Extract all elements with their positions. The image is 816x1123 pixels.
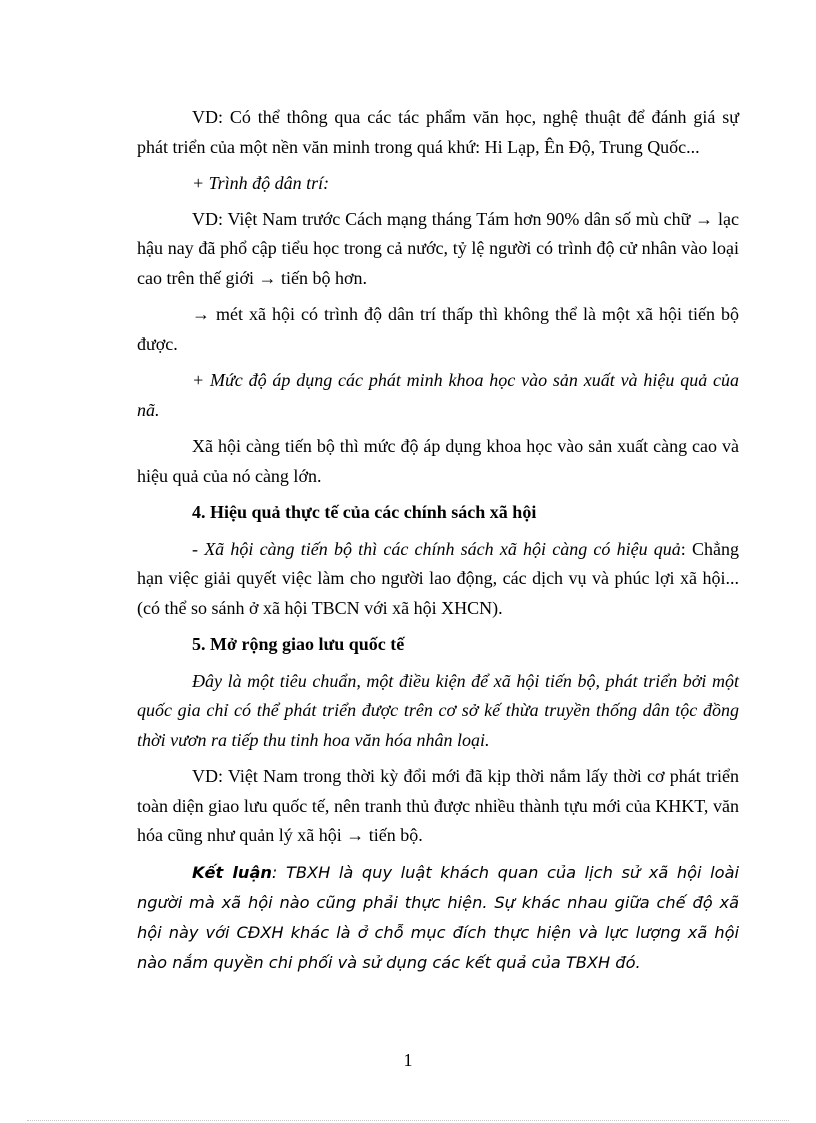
paragraph-example-vietnam-literacy: VD: Việt Nam trước Cách mạng tháng Tám hơn 90% dân số mù chữ → lạc hậu nay đã phổ cập tiểu học trong cả nước, tỷ lệ người có trình độ cử nhân vào loại cao trên thế giới → tiến bộ hơn.	[137, 208, 739, 288]
page-number: 1	[403, 1050, 413, 1070]
page-bottom-divider	[27, 1120, 789, 1121]
paragraph-science-progress: Xã hội càng tiến bộ thì mức độ áp dụng khoa học vào sản xuất càng cao và hiệu quả của nó càng lớn.	[137, 436, 739, 486]
paragraph-example-arts: VD: Có thể thông qua các tác phẩm văn học, nghệ thuật để đánh giá sự phát triển của một nền văn minh trong quá khứ: Hi Lạp, Ên Độ, Trung Quốc...	[137, 107, 739, 157]
conclusion-label: Kết luận	[192, 862, 272, 882]
paragraph-social-policy	[137, 535, 739, 624]
paragraph-education-level: + Trình độ dân trí:	[192, 173, 330, 193]
social-policy-rest: : Chẳng hạn việc giải quyết việc làm cho người lao động, các dịch vụ và phúc lợi xã hội... (có thể so sánh ở xã hội TBCN với xã hội XHCN).	[137, 538, 739, 618]
paragraph-literacy-conclusion: → mét xã hội có trình độ dân trí thấp thì không thể là một xã hội tiến bộ được.	[137, 304, 739, 354]
paragraph-conclusion	[137, 858, 739, 978]
paragraph-example-doi-moi: VD: Việt Nam trong thời kỳ đổi mới đã kịp thời nắm lấy thời cơ phát triển toàn diện giao lưu quốc tế, nên tranh thủ được nhiều thành tựu mới của KHKT, văn hóa cũng như quản lý xã hội → tiến bộ.	[137, 766, 739, 845]
paragraph-science-application: + Mức độ áp dụng các phát minh khoa học vào sản xuất và hiệu quả của nã.	[137, 370, 739, 420]
paragraph-international-exchange: Đây là một tiêu chuẩn, một điều kiện để xã hội tiến bộ, phát triển bởi một quốc gia chỉ có thể phát triển được trên cơ sở kế thừa truyền thống dân tộc đồng thời vươn ra tiếp thu tinh hoa văn hóa nhân loại.	[137, 670, 739, 750]
page-content	[137, 103, 739, 985]
section-heading-5: 5. Mở rộng giao lưu quốc tế	[192, 634, 405, 654]
social-policy-italic: - Xã hội càng tiến bộ thì các chính sách xã hội càng có hiệu quả	[192, 538, 681, 559]
conclusion-text: : TBXH là quy luật khách quan của lịch sử xã hội loài người mà xã hội nào cũng phải thực hiện. Sự khác nhau giữa chế độ xã hội này với CĐXH khác là ở chỗ mục đích thực hiện và lực lượng xã hội nào nắm quyền chi phối và sử dụng các kết quả của TBXH đó.	[137, 862, 740, 972]
section-heading-4: 4. Hiệu quả thực tế của các chính sách xã hội	[192, 502, 537, 522]
